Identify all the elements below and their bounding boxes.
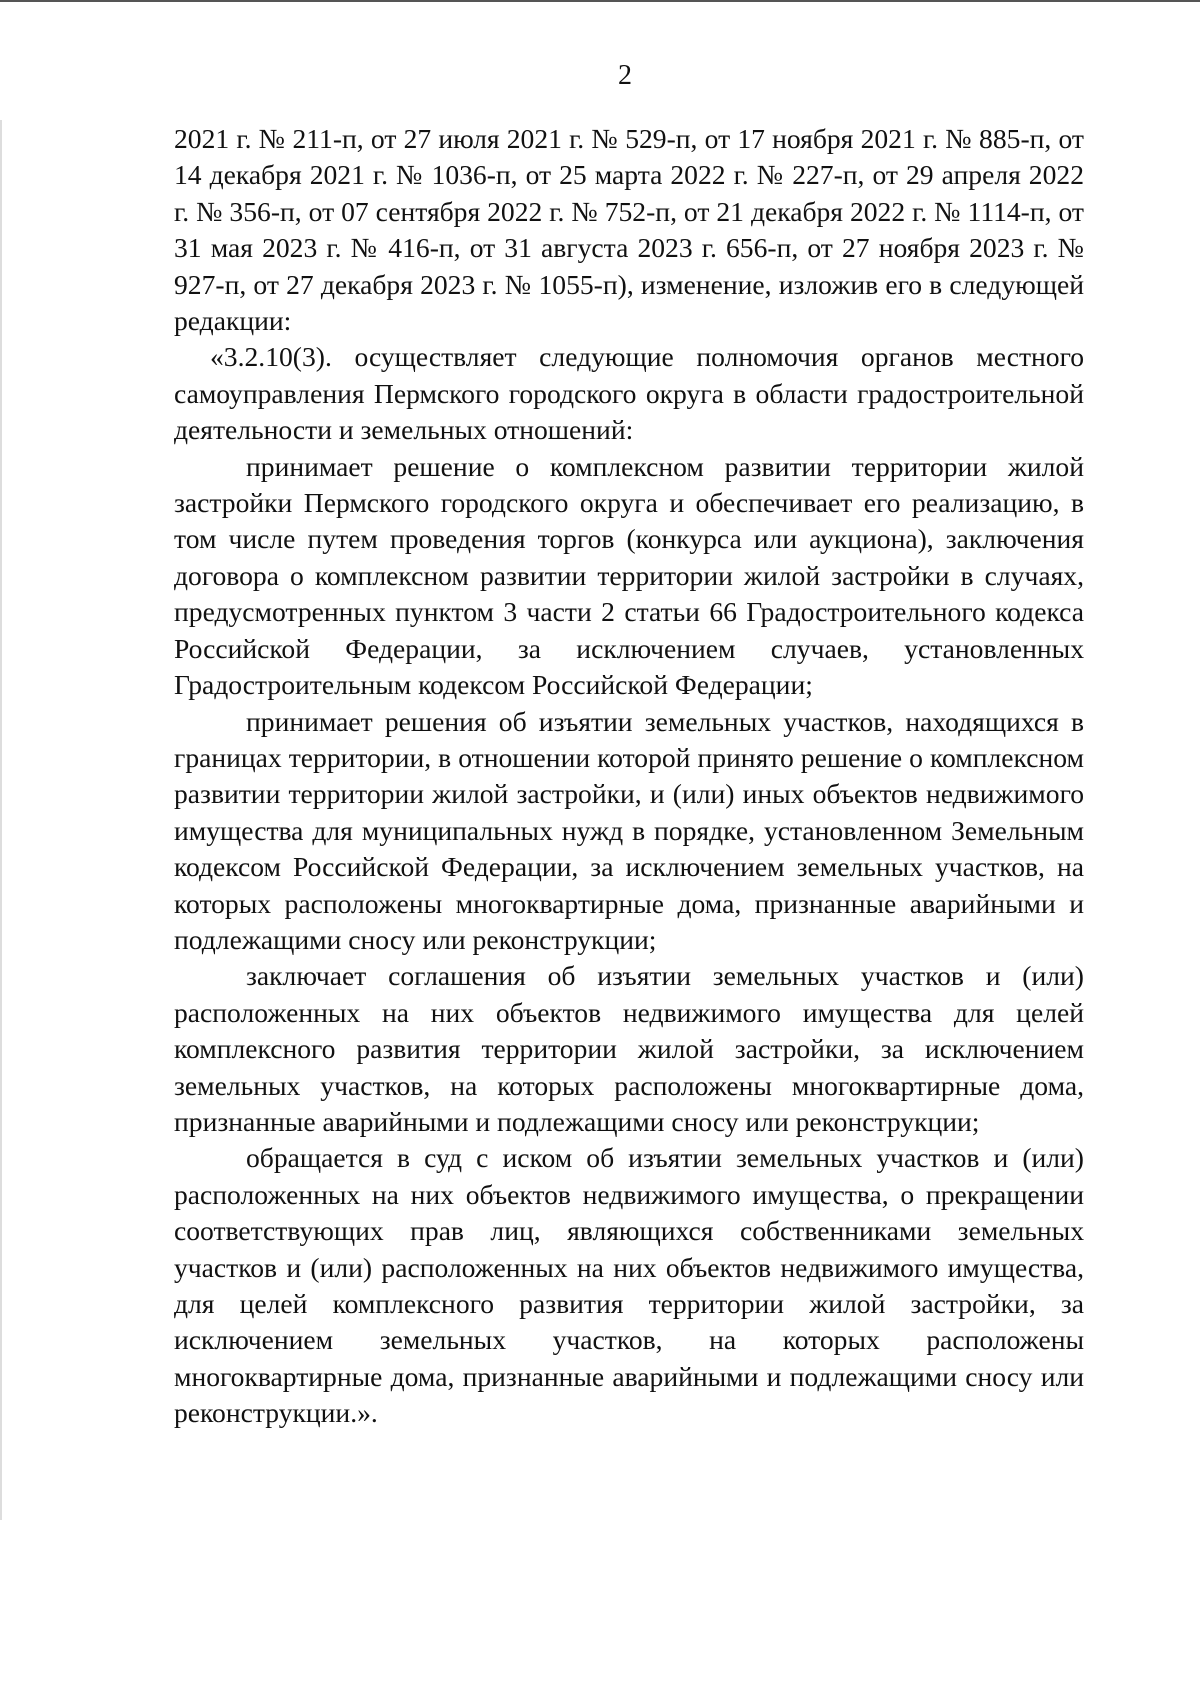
paragraph-clause-heading: «3.2.10(3). осуществляет следующие полномочия органов местного самоуправления Пермского городского округа в области градостроительной деятельности и земельных отношений:: [174, 341, 1084, 446]
paragraph-decision-development: принимает решение о комплексном развитии территории жилой застройки Пермского городского округа и обеспечивает его реализацию, в том числе путем проведения торгов (конкурса или аукциона), заключения договора о комплексном развитии территории жилой застройки в случаях, предусмотренных пунктом 3 части 2 статьи 66 Градостроительного кодекса Российской Федерации, за исключением случаев, установленных Градостроительным кодексом Российской Федерации;: [174, 450, 1084, 701]
paragraph-agreements: заключает соглашения об изъятии земельных участков и (или) расположенных на них объектов недвижимого имущества для целей комплексного развития территории жилой застройки, за исключением земельных участков, на которых расположены многоквартирные дома, признанные аварийными и подлежащими сносу или реконструкции;: [174, 960, 1084, 1137]
paragraph-continuation: 2021 г. № 211-п, от 27 июля 2021 г. № 529-п, от 17 ноября 2021 г. № 885-п, от 14 декабря 2021 г. № 1036-п, от 25 марта 2022 г. № 227-п, от 29 апреля 2022 г. № 356-п, от 07 сентября 2022 г. № 752-п, от 21 декабря 2022 г. № 1114-п, от 31 мая 2023 г. № 416-п, от 31 августа 2023 г. 656-п, от 27 ноября 2023 г. № 927-п, от 27 декабря 2023 г. № 1055-п), изменение, изложив его в следующей редакции:: [174, 123, 1084, 337]
scan-edge-top: [0, 0, 1200, 2]
page-number: 2: [618, 60, 632, 91]
document-body: [174, 121, 1084, 1432]
paragraph-decision-seizure: принимает решения об изъятии земельных участков, находящихся в границах территории, в отношении которой принято решение о комплексном развитии территории жилой застройки, и (или) иных объектов недвижимого имущества для муниципальных нужд в порядке, установленном Земельным кодексом Российской Федерации, за исключением земельных участков, на которых расположены многоквартирные дома, признанные аварийными и подлежащими сносу или реконструкции;: [174, 705, 1084, 955]
paragraph-court-claim: обращается в суд с иском об изъятии земельных участков и (или) расположенных на них объектов недвижимого имущества, о прекращении соответствующих прав лиц, являющихся собственниками земельных участков и (или) расположенных на них объектов недвижимого имущества, для целей комплексного развития территории жилой застройки, за исключением земельных участков, на которых расположены многоквартирные дома, признанные аварийными и подлежащими сносу или реконструкции.».: [174, 1142, 1084, 1429]
scan-edge-left: [0, 120, 2, 1520]
